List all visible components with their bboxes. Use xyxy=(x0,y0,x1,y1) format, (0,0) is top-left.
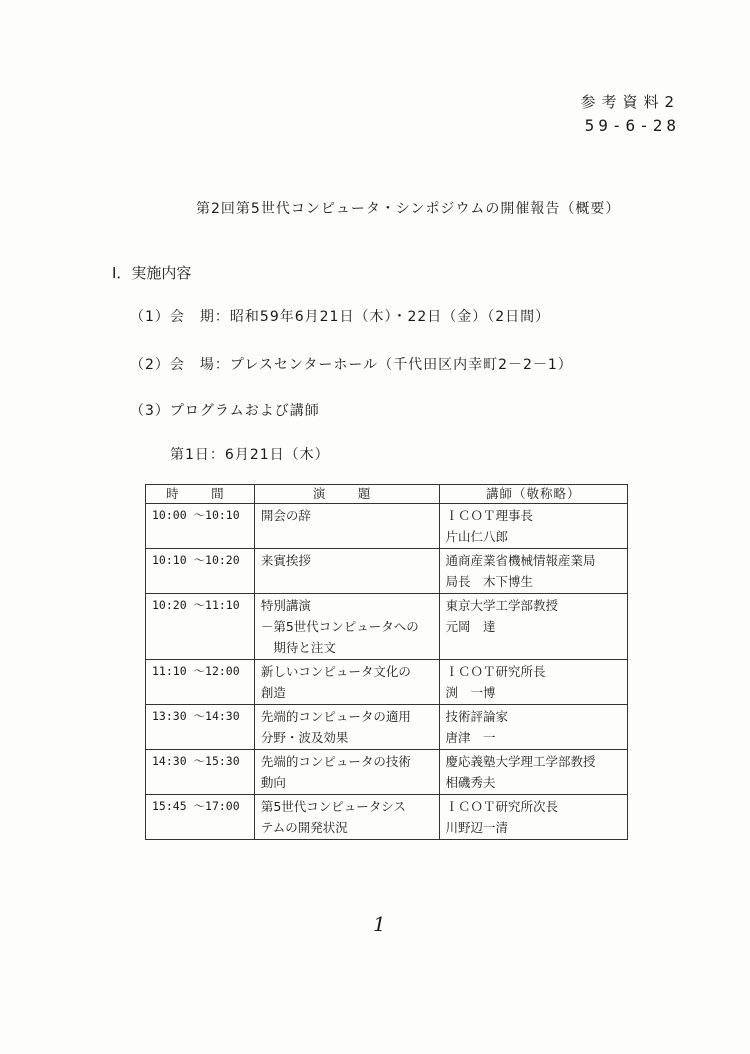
row-time: 14:30 ～15:30 xyxy=(146,750,255,795)
header-topic: 演 題 xyxy=(254,485,439,504)
topic-line: 新しいコンピュータ文化の xyxy=(260,664,411,679)
speaker-line: 慶応義塾大学理工学部教授 xyxy=(445,754,596,769)
item-program: （3）プログラムおよび講師 xyxy=(130,403,320,419)
row-speaker xyxy=(439,504,627,549)
speaker-line: 川野辺一清 xyxy=(445,820,509,835)
topic-line: 来賓挨拶 xyxy=(260,553,311,568)
topic-line: 期待と注文 xyxy=(260,640,336,655)
table-row xyxy=(146,594,628,660)
row-time: 11:10 ～12:00 xyxy=(146,660,255,705)
reference-block xyxy=(580,90,680,138)
speaker-line: 通商産業省機械情報産業局 xyxy=(445,553,596,568)
row-speaker xyxy=(439,549,627,594)
row-speaker xyxy=(439,795,627,840)
topic-line: 創造 xyxy=(260,685,286,700)
speaker-line: 片山仁八郎 xyxy=(445,529,509,544)
topic-line: 特別講演 xyxy=(260,598,311,613)
topic-line: テムの開発状況 xyxy=(260,820,348,835)
section-heading: Ⅰ．実施内容 xyxy=(112,264,192,282)
row-speaker xyxy=(439,594,627,660)
row-topic xyxy=(254,795,439,840)
row-speaker xyxy=(439,750,627,795)
row-time: 10:00 ～10:10 xyxy=(146,504,255,549)
row-topic xyxy=(254,549,439,594)
speaker-line: 唐津 一 xyxy=(445,730,496,745)
row-time: 13:30 ～14:30 xyxy=(146,705,255,750)
row-topic xyxy=(254,750,439,795)
topic-line: 動向 xyxy=(260,775,286,790)
speaker-line: 技術評論家 xyxy=(445,709,509,724)
table-row xyxy=(146,660,628,705)
header-speaker: 講師（敬称略） xyxy=(439,485,627,504)
row-topic xyxy=(254,705,439,750)
speaker-line: 渕 一博 xyxy=(445,685,496,700)
row-topic xyxy=(254,504,439,549)
document-title: 第2回第5世代コンピュータ・シンポジウムの開催報告（概要） xyxy=(196,201,621,217)
reference-label: 参考資料2 xyxy=(580,93,680,111)
speaker-line: 元岡 達 xyxy=(445,619,496,634)
header-time: 時 間 xyxy=(146,485,255,504)
speaker-line: 東京大学工学部教授 xyxy=(445,598,559,613)
program-table xyxy=(145,484,628,840)
topic-line: 分野・波及効果 xyxy=(260,730,349,745)
row-topic xyxy=(254,660,439,705)
table-row xyxy=(146,504,628,549)
row-speaker xyxy=(439,705,627,750)
topic-line: 開会の辞 xyxy=(260,508,311,523)
topic-line: －第5世代コンピュータへの xyxy=(260,619,419,634)
row-time: 10:20 ～11:10 xyxy=(146,594,255,660)
table-row xyxy=(146,795,628,840)
item-venue: （2）会 場：プレスセンターホール（千代田区内幸町2－2－1） xyxy=(130,357,573,373)
table-row xyxy=(146,750,628,795)
topic-line: 先端的コンピュータの技術 xyxy=(260,754,411,769)
page-number: 1 xyxy=(373,912,386,936)
row-speaker xyxy=(439,660,627,705)
topic-line: 先端的コンピュータの適用 xyxy=(260,709,411,724)
row-time: 15:45 ～17:00 xyxy=(146,795,255,840)
speaker-line: 局長 木下博生 xyxy=(445,574,534,589)
table-row xyxy=(146,549,628,594)
speaker-line: 相磯秀夫 xyxy=(445,775,496,790)
speaker-line: ＩＣＯＴ研究所次長 xyxy=(445,799,559,814)
speaker-line: ＩＣＯＴ理事長 xyxy=(445,508,534,523)
table-row xyxy=(146,705,628,750)
item-period: （1）会 期：昭和59年6月21日（木）・22日（金）（2日間） xyxy=(130,309,551,325)
row-time: 10:10 ～10:20 xyxy=(146,549,255,594)
speaker-line: ＩＣＯＴ研究所長 xyxy=(445,664,546,679)
topic-line: 第5世代コンピュータシス xyxy=(260,799,406,814)
day-heading: 第1日：6月21日（木） xyxy=(170,447,330,463)
row-topic xyxy=(254,594,439,660)
table-header-row xyxy=(146,485,628,504)
reference-code: 59-6-28 xyxy=(584,116,680,135)
